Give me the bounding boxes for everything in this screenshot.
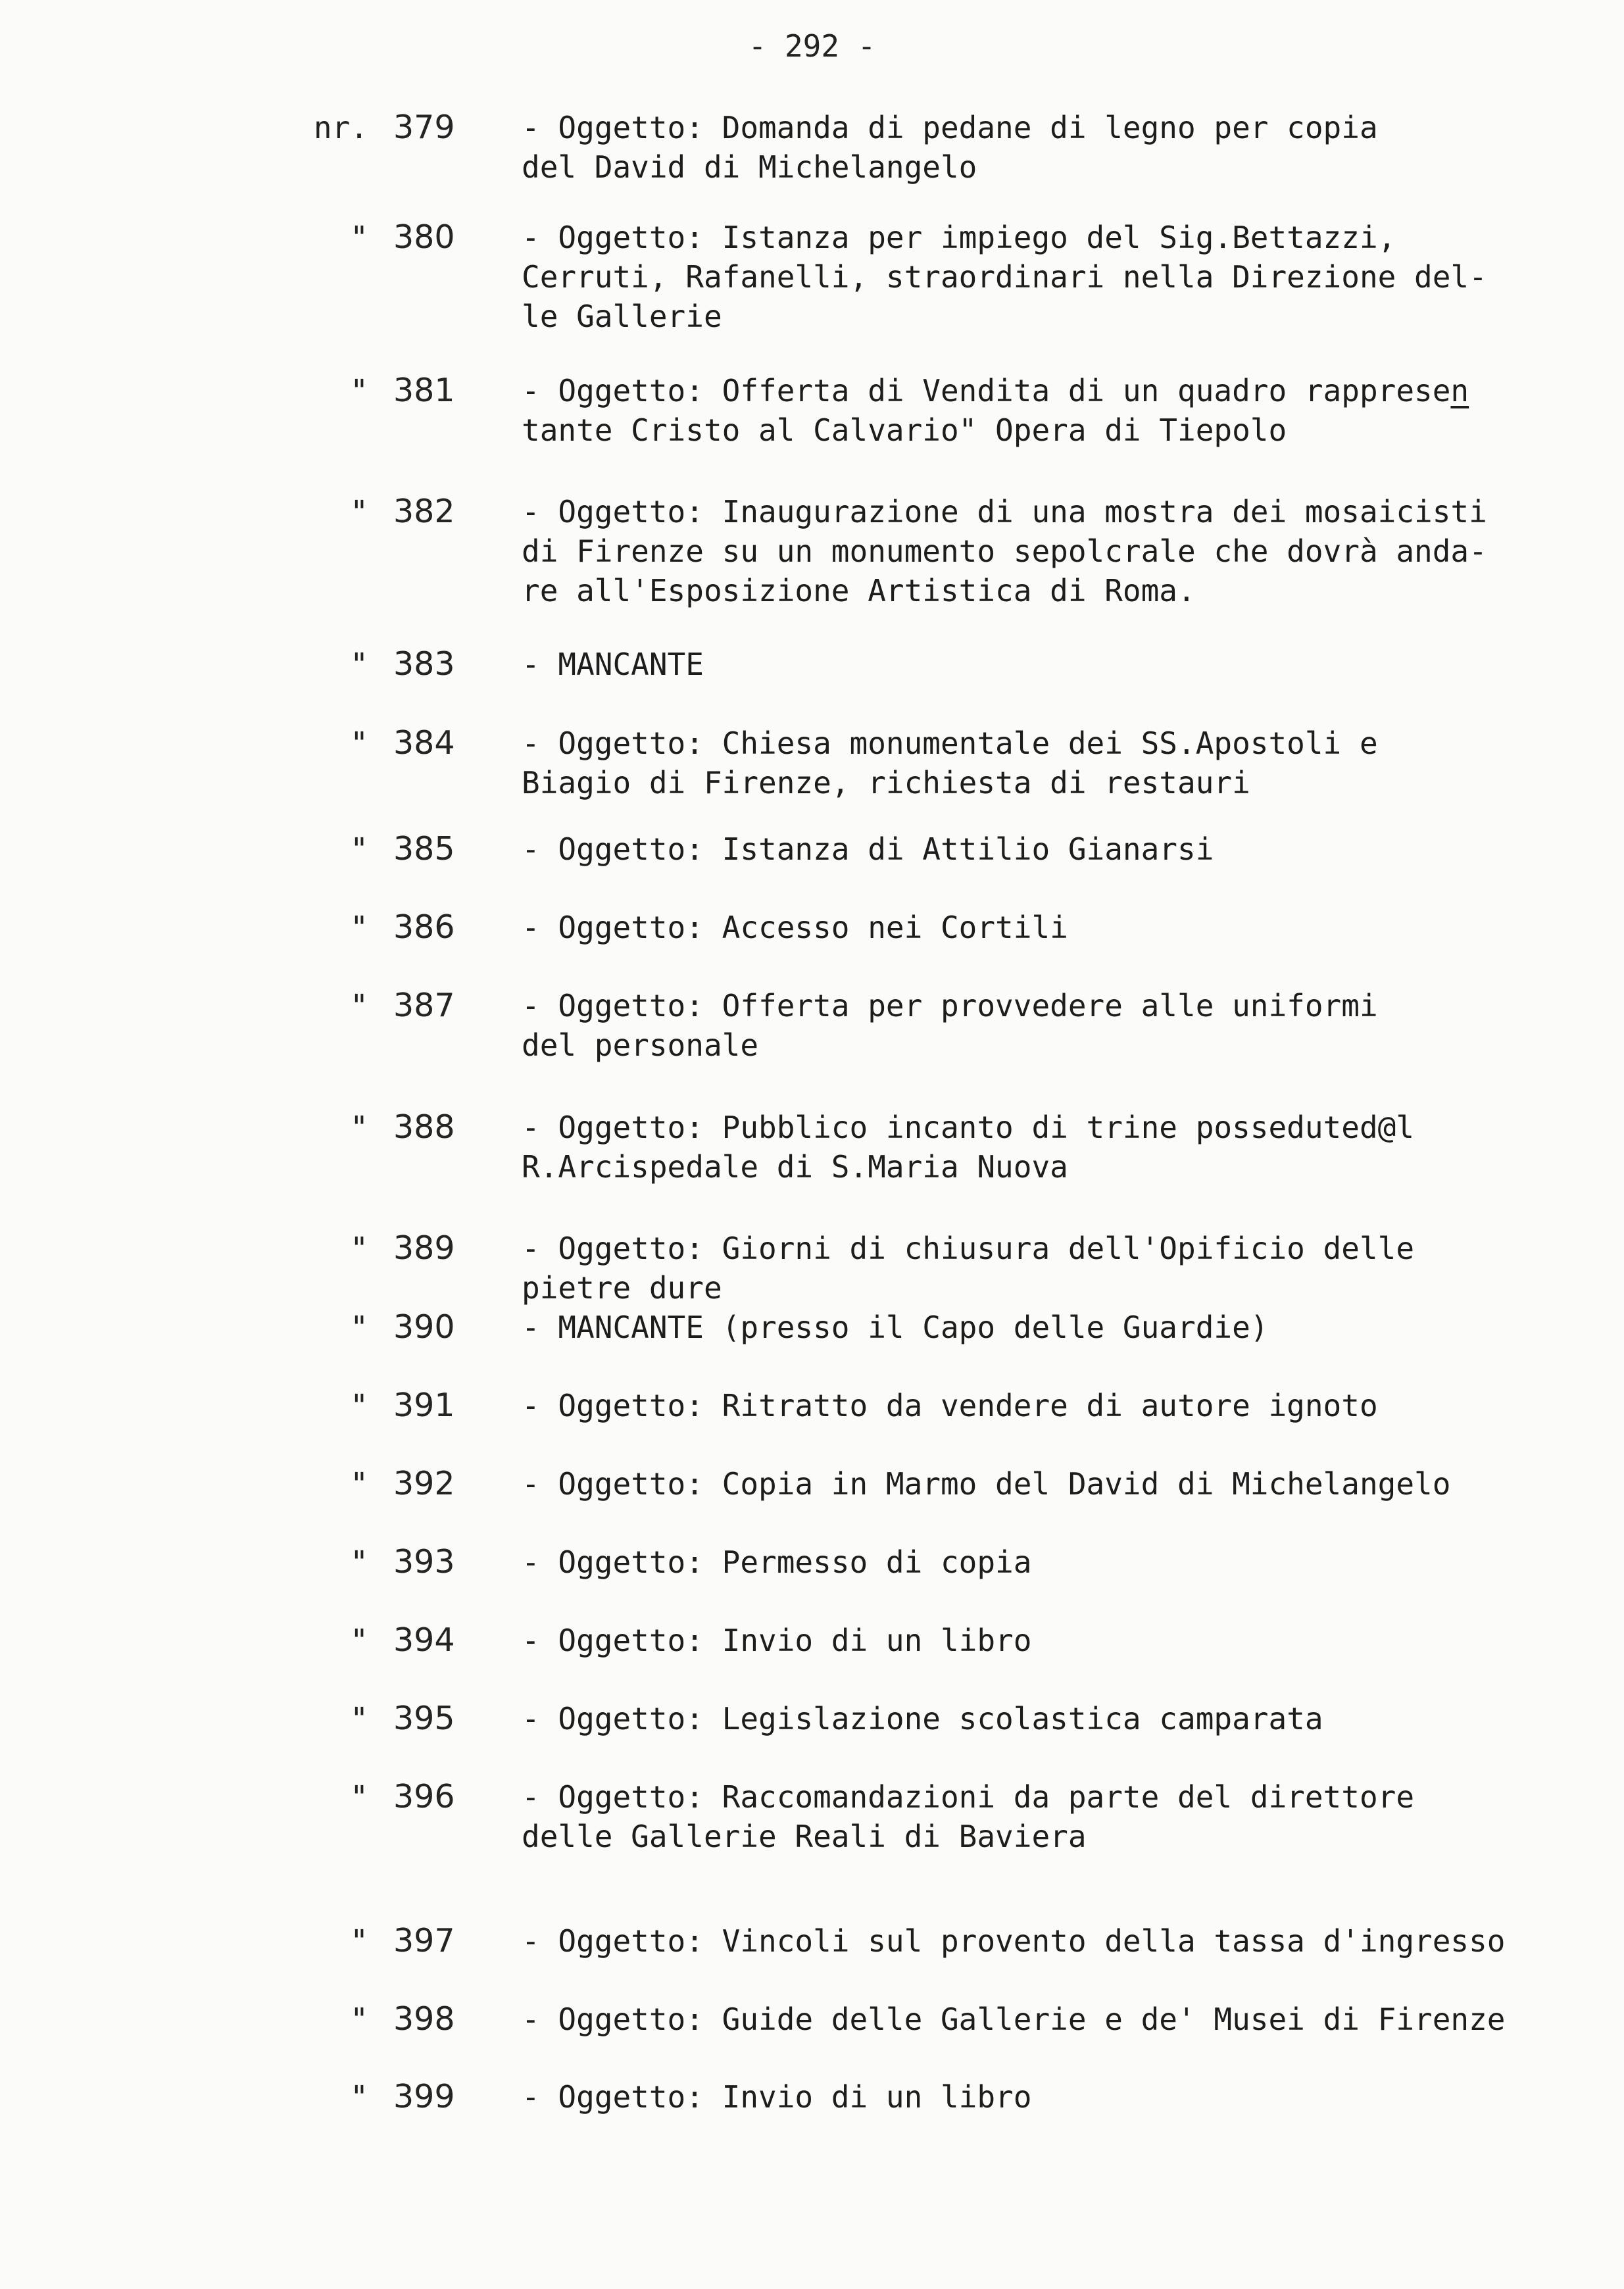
- entry-number: 386: [393, 908, 455, 946]
- entry-marker: ": [350, 1310, 368, 1345]
- description-line: re all'Esposizione Artistica di Roma.: [522, 573, 1196, 608]
- description-line: - Oggetto: Accesso nei Cortili: [522, 910, 1068, 945]
- entry-number: 385: [393, 830, 455, 868]
- description-line: - MANCANTE (presso il Capo delle Guardie): [522, 1310, 1269, 1345]
- entry-marker: ": [350, 1923, 368, 1959]
- entry-description: [522, 492, 1600, 610]
- entry-number: 392: [393, 1465, 455, 1502]
- entry-description: [522, 1921, 1600, 1961]
- description-line: - MANCANTE: [522, 647, 704, 682]
- description-line: - Oggetto: Copia in Marmo del David di Michelangelo: [522, 1466, 1451, 1502]
- entry-marker: ": [350, 2002, 368, 2037]
- description-line: le Gallerie: [522, 299, 722, 334]
- entry-description: [522, 2077, 1600, 2117]
- entry-description: [522, 1621, 1600, 1660]
- description-line: - Oggetto: Invio di un libro: [522, 2079, 1032, 2115]
- description-line: - Oggetto: Legislazione scolastica camparata: [522, 1701, 1323, 1736]
- entry-description: [522, 724, 1600, 802]
- entry-number: 381: [393, 372, 455, 409]
- entry-number: 399: [393, 2078, 455, 2115]
- description-line: - Oggetto: Guide delle Gallerie e de' Musei di Firenze: [522, 2002, 1506, 2037]
- entry-number: 384: [393, 724, 455, 762]
- entry-description: [522, 218, 1600, 336]
- underlined-letter: n: [1450, 373, 1469, 408]
- description-line: - Oggetto: Pubblico incanto di trine posseduted@l: [522, 1110, 1415, 1145]
- entry-description: [522, 908, 1600, 947]
- entry-description: [522, 829, 1600, 869]
- entry-description: [522, 1777, 1600, 1856]
- entry-marker: ": [350, 1231, 368, 1266]
- entry-marker: ": [350, 373, 368, 408]
- entry-marker: nr.: [313, 110, 368, 145]
- entry-marker: ": [350, 647, 368, 682]
- entry-marker: ": [350, 1110, 368, 1145]
- description-line: - Oggetto: Giorni di chiusura dell'Opificio delle: [522, 1231, 1415, 1266]
- description-line: - Oggetto: Invio di un libro: [522, 1623, 1032, 1658]
- page-number: - 292 -: [748, 28, 876, 64]
- description-line: - Oggetto: Permesso di copia: [522, 1544, 1032, 1580]
- description-line: - Oggetto: Istanza per impiego del Sig.Bettazzi,: [522, 220, 1396, 255]
- entry-marker: ": [350, 1701, 368, 1736]
- entry-description: [522, 1699, 1600, 1738]
- description-line: Cerruti, Rafanelli, straordinari nella Direzione del-: [522, 259, 1487, 295]
- entry-number: 387: [393, 987, 455, 1024]
- description-line: [522, 371, 1600, 410]
- entry-marker: ": [350, 1779, 368, 1815]
- entry-marker: ": [350, 1544, 368, 1580]
- entry-number: 388: [393, 1108, 455, 1146]
- entry-number: 395: [393, 1700, 455, 1737]
- description-line: - Oggetto: Offerta per provvedere alle uniformi: [522, 988, 1378, 1023]
- entry-marker: ": [350, 910, 368, 945]
- entry-number: 391: [393, 1387, 455, 1424]
- description-line: del David di Michelangelo: [522, 149, 977, 185]
- entry-description: [522, 1542, 1600, 1582]
- entry-description: [522, 1386, 1600, 1425]
- entry-number: 383: [393, 645, 455, 683]
- line-text: - Oggetto: Offerta di Vendita di un quadro rapprese: [522, 373, 1451, 408]
- entry-description: [522, 1108, 1600, 1187]
- entry-description: [522, 1464, 1600, 1504]
- description-line: Biagio di Firenze, richiesta di restauri: [522, 765, 1250, 800]
- entry-number: 389: [393, 1229, 455, 1267]
- description-line: - Oggetto: Ritratto da vendere di autore ignoto: [522, 1388, 1378, 1423]
- entry-marker: ": [350, 1466, 368, 1502]
- entry-number: 396: [393, 1778, 455, 1815]
- description-line: - Oggetto: Chiesa monumentale dei SS.Apostoli e: [522, 726, 1378, 761]
- description-line: - Oggetto: Domanda di pedane di legno per copia: [522, 110, 1378, 145]
- description-line: del personale: [522, 1027, 759, 1063]
- entry-number: 393: [393, 1543, 455, 1581]
- entry-number: 382: [393, 493, 455, 530]
- entry-number: 398: [393, 2000, 455, 2038]
- description-line: R.Arcispedale di S.Maria Nuova: [522, 1149, 1068, 1185]
- entry-description: [522, 1229, 1600, 1308]
- entry-description: [522, 108, 1600, 187]
- description-line: tante Cristo al Calvario" Opera di Tiepolo: [522, 412, 1287, 448]
- entry-number: 394: [393, 1621, 455, 1659]
- entry-marker: ": [350, 726, 368, 761]
- entry-description: [522, 2000, 1600, 2039]
- entry-description: [522, 645, 1600, 684]
- description-line: - Oggetto: Istanza di Attilio Gianarsi: [522, 831, 1214, 867]
- entry-marker: ": [350, 1388, 368, 1423]
- description-line: - Oggetto: Vincoli sul provento della tassa d'ingresso: [522, 1923, 1506, 1959]
- description-line: - Oggetto: Inaugurazione di una mostra dei mosaicisti: [522, 494, 1487, 529]
- entry-number: 397: [393, 1922, 455, 1959]
- description-line: - Oggetto: Raccomandazioni da parte del direttore: [522, 1779, 1415, 1815]
- entry-marker: ": [350, 988, 368, 1023]
- description-line: delle Gallerie Reali di Baviera: [522, 1819, 1087, 1854]
- entry-description: [522, 1308, 1600, 1347]
- entry-marker: ": [350, 831, 368, 867]
- entry-description: [522, 371, 1600, 450]
- entry-marker: ": [350, 220, 368, 255]
- entry-number: 390: [393, 1308, 455, 1346]
- entry-number: 380: [393, 218, 455, 256]
- entry-description: [522, 986, 1600, 1065]
- entry-number: 379: [393, 109, 455, 146]
- entry-marker: ": [350, 2079, 368, 2115]
- entry-marker: ": [350, 494, 368, 529]
- description-line: di Firenze su un monumento sepolcrale che dovrà anda-: [522, 533, 1487, 569]
- entry-marker: ": [350, 1623, 368, 1658]
- description-line: pietre dure: [522, 1270, 722, 1306]
